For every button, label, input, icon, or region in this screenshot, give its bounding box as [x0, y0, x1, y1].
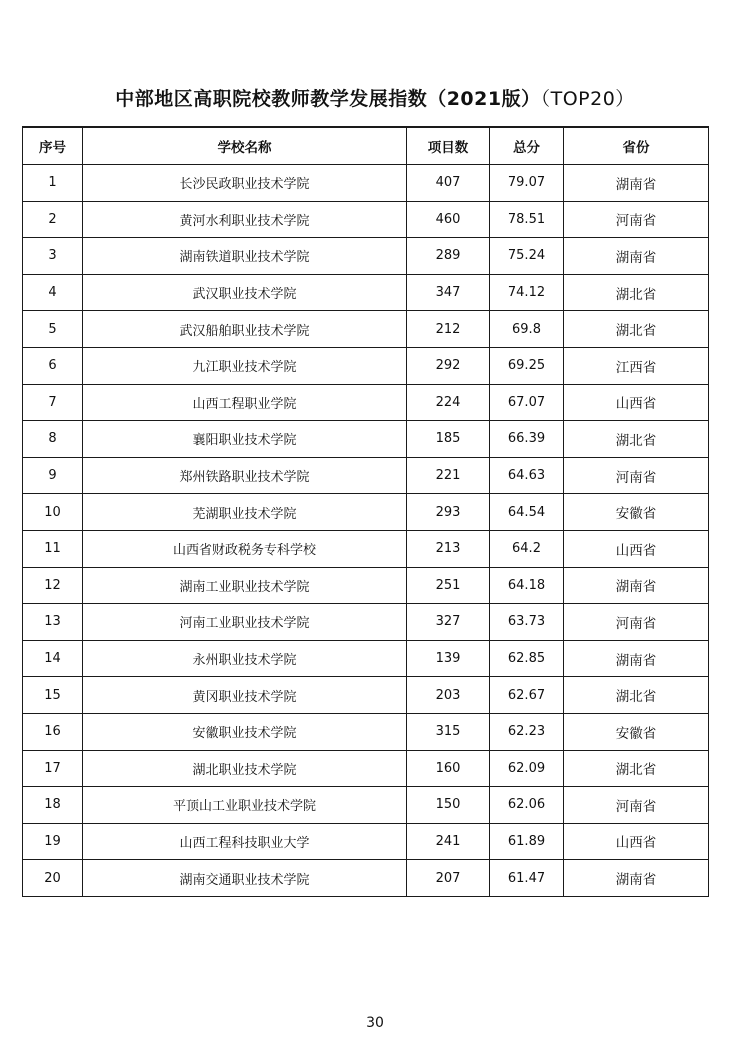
cell-school: 永州职业技术学院 [83, 640, 407, 677]
page-number: 30 [366, 1015, 384, 1031]
cell-projects: 221 [407, 457, 490, 494]
cell-province: 安徽省 [564, 494, 709, 531]
ranking-table [22, 126, 709, 897]
table-row [23, 201, 709, 238]
cell-province: 河南省 [564, 457, 709, 494]
cell-rank: 2 [23, 201, 83, 238]
cell-province: 湖南省 [564, 640, 709, 677]
cell-rank: 3 [23, 238, 83, 275]
page-title [0, 86, 750, 112]
cell-rank: 4 [23, 274, 83, 311]
cell-province: 河南省 [564, 787, 709, 824]
cell-province: 湖南省 [564, 860, 709, 897]
cell-projects: 203 [407, 677, 490, 714]
cell-school: 湖南铁道职业技术学院 [83, 238, 407, 275]
cell-projects: 139 [407, 640, 490, 677]
table-row [23, 750, 709, 787]
table-row [23, 274, 709, 311]
cell-school: 山西省财政税务专科学校 [83, 530, 407, 567]
cell-rank: 11 [23, 530, 83, 567]
cell-school: 芜湖职业技术学院 [83, 494, 407, 531]
cell-projects: 293 [407, 494, 490, 531]
cell-projects: 150 [407, 787, 490, 824]
cell-rank: 5 [23, 311, 83, 348]
table-header-row [23, 127, 709, 165]
cell-score: 64.63 [490, 457, 564, 494]
cell-province: 山西省 [564, 823, 709, 860]
cell-school: 武汉船舶职业技术学院 [83, 311, 407, 348]
cell-score: 62.09 [490, 750, 564, 787]
cell-school: 黄河水利职业技术学院 [83, 201, 407, 238]
cell-rank: 20 [23, 860, 83, 897]
cell-school: 安徽职业技术学院 [83, 713, 407, 750]
cell-score: 67.07 [490, 384, 564, 421]
cell-projects: 292 [407, 347, 490, 384]
table-row [23, 640, 709, 677]
cell-school: 武汉职业技术学院 [83, 274, 407, 311]
cell-projects: 407 [407, 165, 490, 202]
table-row [23, 421, 709, 458]
cell-rank: 10 [23, 494, 83, 531]
table-row [23, 311, 709, 348]
cell-score: 63.73 [490, 604, 564, 641]
cell-score: 62.23 [490, 713, 564, 750]
cell-school: 郑州铁路职业技术学院 [83, 457, 407, 494]
cell-province: 山西省 [564, 384, 709, 421]
cell-score: 64.18 [490, 567, 564, 604]
table-row [23, 165, 709, 202]
header-rank: 序号 [23, 127, 83, 165]
cell-province: 湖南省 [564, 238, 709, 275]
cell-score: 79.07 [490, 165, 564, 202]
table-row [23, 677, 709, 714]
table-row [23, 787, 709, 824]
cell-projects: 315 [407, 713, 490, 750]
cell-school: 黄冈职业技术学院 [83, 677, 407, 714]
cell-rank: 6 [23, 347, 83, 384]
cell-score: 78.51 [490, 201, 564, 238]
table-row [23, 823, 709, 860]
cell-score: 62.06 [490, 787, 564, 824]
cell-projects: 460 [407, 201, 490, 238]
cell-projects: 213 [407, 530, 490, 567]
cell-projects: 224 [407, 384, 490, 421]
cell-province: 湖北省 [564, 677, 709, 714]
cell-province: 湖南省 [564, 165, 709, 202]
cell-projects: 327 [407, 604, 490, 641]
header-province: 省份 [564, 127, 709, 165]
cell-school: 九江职业技术学院 [83, 347, 407, 384]
table-body [23, 165, 709, 897]
cell-school: 河南工业职业技术学院 [83, 604, 407, 641]
cell-rank: 15 [23, 677, 83, 714]
cell-rank: 14 [23, 640, 83, 677]
cell-rank: 16 [23, 713, 83, 750]
header-projects: 项目数 [407, 127, 490, 165]
cell-school: 山西工程科技职业大学 [83, 823, 407, 860]
cell-rank: 13 [23, 604, 83, 641]
cell-school: 湖南交通职业技术学院 [83, 860, 407, 897]
table-row [23, 530, 709, 567]
cell-score: 64.2 [490, 530, 564, 567]
table-row [23, 238, 709, 275]
cell-projects: 347 [407, 274, 490, 311]
cell-rank: 8 [23, 421, 83, 458]
cell-school: 湖北职业技术学院 [83, 750, 407, 787]
cell-score: 69.25 [490, 347, 564, 384]
cell-province: 湖北省 [564, 750, 709, 787]
cell-projects: 241 [407, 823, 490, 860]
cell-rank: 17 [23, 750, 83, 787]
cell-score: 64.54 [490, 494, 564, 531]
cell-province: 河南省 [564, 201, 709, 238]
cell-rank: 18 [23, 787, 83, 824]
header-school: 学校名称 [83, 127, 407, 165]
table-row [23, 347, 709, 384]
cell-province: 湖南省 [564, 567, 709, 604]
cell-score: 62.85 [490, 640, 564, 677]
cell-projects: 160 [407, 750, 490, 787]
cell-rank: 9 [23, 457, 83, 494]
title-main: 中部地区高职院校教师教学发展指数（2021版） [115, 88, 541, 110]
cell-rank: 19 [23, 823, 83, 860]
cell-province: 湖北省 [564, 311, 709, 348]
table-row [23, 457, 709, 494]
cell-projects: 207 [407, 860, 490, 897]
table-row [23, 860, 709, 897]
header-score: 总分 [490, 127, 564, 165]
cell-province: 湖北省 [564, 274, 709, 311]
cell-province: 安徽省 [564, 713, 709, 750]
cell-rank: 12 [23, 567, 83, 604]
cell-province: 江西省 [564, 347, 709, 384]
cell-score: 66.39 [490, 421, 564, 458]
cell-projects: 289 [407, 238, 490, 275]
cell-score: 62.67 [490, 677, 564, 714]
cell-projects: 251 [407, 567, 490, 604]
cell-score: 75.24 [490, 238, 564, 275]
cell-score: 74.12 [490, 274, 564, 311]
cell-province: 湖北省 [564, 421, 709, 458]
table-row [23, 494, 709, 531]
cell-school: 平顶山工业职业技术学院 [83, 787, 407, 824]
cell-school: 长沙民政职业技术学院 [83, 165, 407, 202]
table-row [23, 604, 709, 641]
cell-projects: 185 [407, 421, 490, 458]
cell-projects: 212 [407, 311, 490, 348]
cell-province: 河南省 [564, 604, 709, 641]
cell-school: 山西工程职业学院 [83, 384, 407, 421]
cell-score: 69.8 [490, 311, 564, 348]
cell-school: 湖南工业职业技术学院 [83, 567, 407, 604]
cell-rank: 1 [23, 165, 83, 202]
table-row [23, 384, 709, 421]
table-row [23, 567, 709, 604]
cell-rank: 7 [23, 384, 83, 421]
cell-province: 山西省 [564, 530, 709, 567]
cell-school: 襄阳职业技术学院 [83, 421, 407, 458]
cell-score: 61.89 [490, 823, 564, 860]
title-suffix: （TOP20） [540, 88, 635, 110]
cell-score: 61.47 [490, 860, 564, 897]
table-row [23, 713, 709, 750]
